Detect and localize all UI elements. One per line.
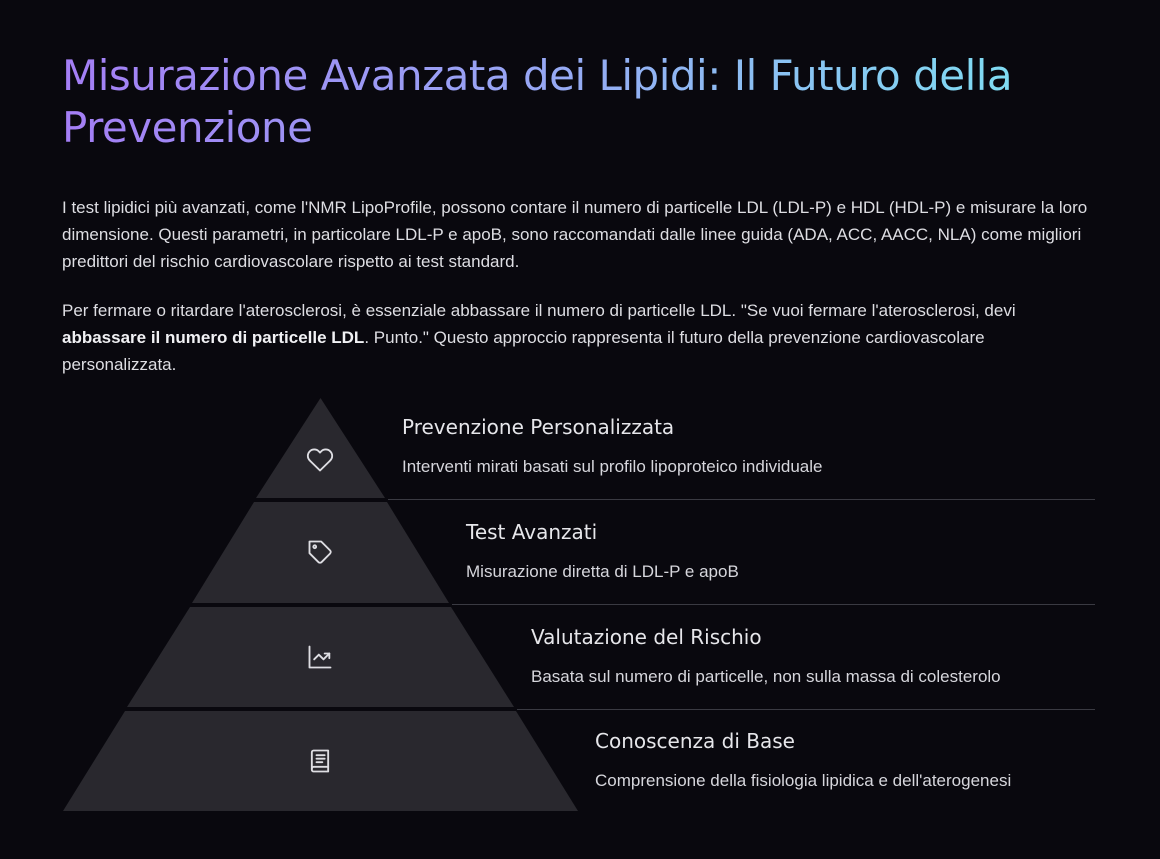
intro-paragraph-2-emphasis: abbassare il numero di particelle LDL: [62, 328, 365, 347]
level-4-title: Conoscenza di Base: [595, 729, 795, 753]
level-3-title: Valutazione del Rischio: [531, 625, 762, 649]
level-3-divider: [517, 709, 1095, 710]
level-2-divider: [452, 604, 1095, 605]
level-1-title: Prevenzione Personalizzata: [402, 415, 675, 439]
heart-icon: [306, 446, 334, 474]
intro-paragraph-2-end: . Punto." Questo approccio rappresenta il futuro della prevenzione cardiovascolare personalizzata.: [62, 328, 985, 374]
intro-paragraph-1: I test lipidici più avanzati, come l'NMR LipoProfile, possono contare il numero di particelle LDL (LDL-P) e HDL (HDL-P) e misurare la loro dimensione. Questi parametri, in particolare LDL-P e apoB, sono raccomandati dalle linee guida (ADA, ACC, AACC, NLA) come migliori predittori del rischio cardiovascolare rispetto ai test standard.: [62, 198, 1088, 271]
page-title: Misurazione Avanzata dei Lipidi: Il Futuro della Prevenzione: [62, 50, 1122, 154]
level-3-description: Basata sul numero di particelle, non sulla massa di colesterolo: [531, 667, 1001, 686]
level-1-description: Interventi mirati basati sul profilo lipoproteico individuale: [402, 457, 823, 476]
trending-chart-icon: [306, 643, 334, 671]
level-2-description: Misurazione diretta di LDL-P e apoB: [466, 562, 739, 581]
level-2-title: Test Avanzati: [466, 520, 598, 544]
tag-icon: [306, 538, 334, 566]
book-icon: [306, 747, 334, 775]
level-4-description: Comprensione della fisiologia lipidica e dell'aterogenesi: [595, 771, 1012, 790]
level-1-divider: [388, 499, 1095, 500]
intro-paragraph-2-start: Per fermare o ritardare l'aterosclerosi, è essenziale abbassare il numero di particelle LDL. "Se vuoi fermare l'aterosclerosi, devi: [62, 301, 1016, 320]
